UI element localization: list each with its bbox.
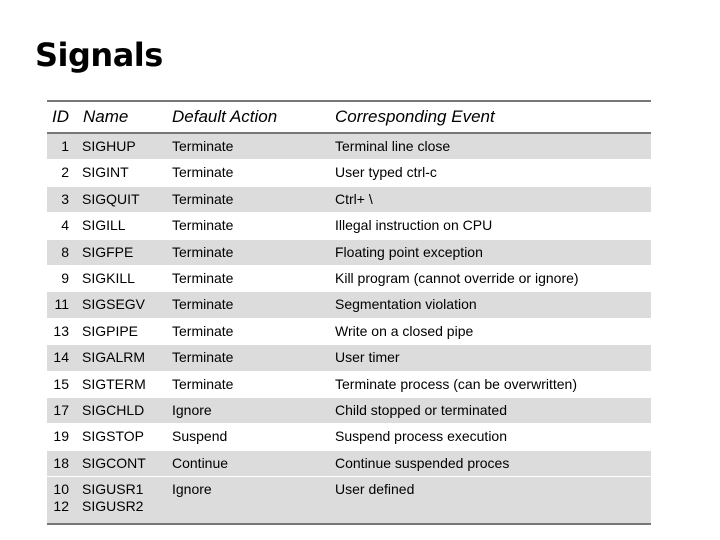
row-event: Terminate process (can be overwritten) [335, 375, 577, 392]
row-name: SIGUSR1 [82, 481, 144, 498]
row-name: SIGKILL [82, 269, 135, 286]
row-event: Segmentation violation [335, 296, 477, 313]
row-name: SIGCONT [82, 454, 146, 471]
table-row [47, 134, 651, 160]
row-event: Ctrl+ \ [335, 190, 373, 207]
row-action: Terminate [172, 138, 234, 154]
row-id: 3 [61, 190, 69, 207]
row-id: 10 [53, 481, 69, 498]
row-action: Terminate [172, 217, 234, 234]
header-name: Name [83, 107, 129, 126]
row-action: Terminate [172, 164, 234, 181]
row-name: SIGFPE [82, 243, 134, 260]
row-event: Suspend process execution [335, 428, 507, 445]
row-action: Suspend [172, 428, 228, 445]
row-action: Terminate [172, 322, 234, 339]
row-name: SIGSEGV [82, 296, 146, 313]
table-row [47, 292, 651, 318]
table-row [47, 240, 651, 266]
header-id: ID [52, 107, 69, 126]
row-id: 18 [53, 454, 69, 471]
row-name: SIGILL [82, 217, 126, 234]
table-row [47, 398, 651, 424]
table-row [47, 372, 651, 398]
row-id: 9 [61, 269, 69, 286]
row-event: Child stopped or terminated [335, 401, 507, 418]
row-id: 12 [53, 498, 69, 515]
row-action: Terminate [172, 190, 234, 207]
row-name: SIGINT [82, 164, 129, 181]
row-name: SIGSTOP [82, 428, 144, 445]
row-name: SIGALRM [82, 349, 146, 366]
row-event: Illegal instruction on CPU [335, 217, 493, 234]
table-row [47, 213, 651, 239]
row-id: 17 [53, 401, 69, 418]
row-name: SIGTERM [82, 375, 146, 392]
row-name: SIGHUP [82, 138, 136, 154]
table-body [47, 134, 651, 477]
row-name: SIGCHLD [82, 401, 145, 418]
row-name: SIGQUIT [82, 190, 140, 207]
row-id: 19 [53, 428, 69, 445]
row-event: Terminal line close [335, 138, 451, 154]
row-id: 14 [53, 349, 69, 366]
row-name: SIGUSR2 [82, 498, 144, 515]
row-action: Terminate [172, 375, 234, 392]
table-row [47, 266, 651, 292]
row-action: Ignore [172, 401, 212, 418]
header-event: Corresponding Event [335, 107, 495, 126]
row-action: Ignore [172, 481, 212, 498]
row-id: 2 [61, 164, 69, 181]
signals-table [47, 100, 651, 525]
table-row [47, 319, 651, 345]
header-action: Default Action [172, 107, 278, 126]
row-event: User timer [335, 349, 400, 366]
row-action: Continue [172, 454, 229, 471]
row-event: Continue suspended proces [335, 454, 510, 471]
row-event: User defined [335, 481, 415, 498]
row-event: Write on a closed pipe [335, 322, 474, 339]
row-id: 4 [61, 217, 69, 234]
row-name: SIGPIPE [82, 322, 139, 339]
row-action: Terminate [172, 243, 234, 260]
table-header [47, 100, 651, 134]
row-action: Terminate [172, 349, 234, 366]
row-event: Kill program (cannot override or ignore) [335, 269, 579, 286]
row-id: 8 [61, 243, 69, 260]
page-title: Signals [35, 36, 163, 74]
table-row [47, 187, 651, 213]
row-id: 15 [53, 375, 69, 392]
table-row [47, 424, 651, 450]
row-action: Terminate [172, 296, 234, 313]
table-row [47, 451, 651, 477]
row-id: 13 [53, 322, 69, 339]
table-row [47, 160, 651, 186]
row-id: 11 [54, 296, 69, 313]
table-row [47, 345, 651, 371]
row-event: Floating point exception [335, 243, 483, 260]
row-event: User typed ctrl-c [335, 164, 437, 181]
row-id: 1 [61, 138, 69, 154]
row-action: Terminate [172, 269, 234, 286]
table-row-usr [47, 477, 651, 525]
